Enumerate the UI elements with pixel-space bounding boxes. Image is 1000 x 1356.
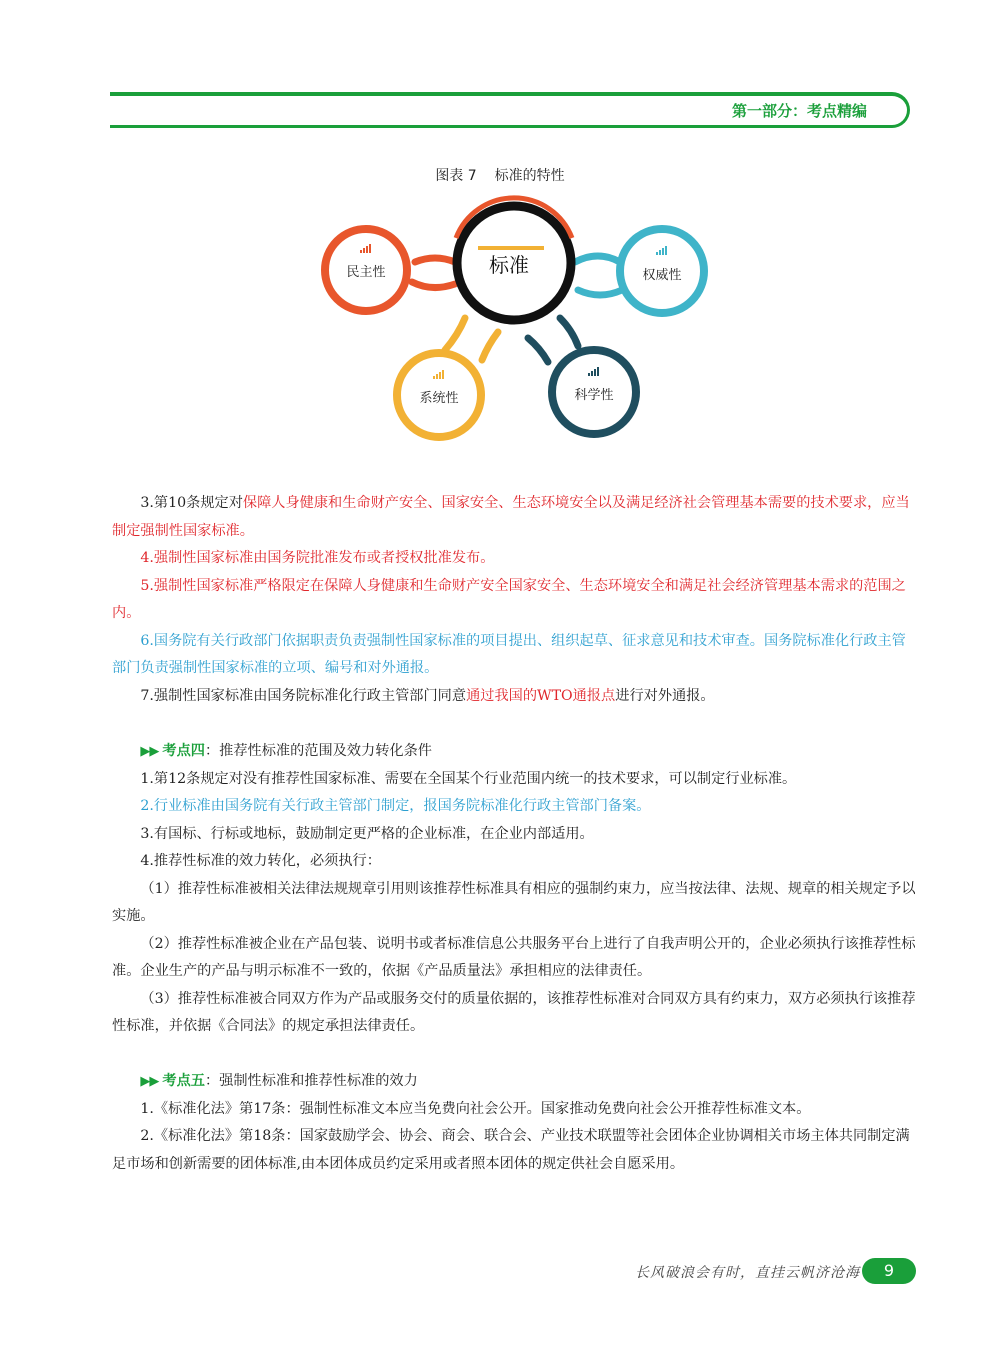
text-segment: 7.强制性国家标准由国务院标准化行政主管部门同意: [140, 687, 467, 704]
connector-democratic-top: [415, 258, 455, 262]
center-label: 标准: [489, 253, 529, 277]
section-heading: [112, 1068, 918, 1096]
highlighted-text: 通过我国的WTO通报点: [466, 687, 616, 704]
center-accent-bar: [478, 246, 544, 250]
text-segment: 1.《标准化法》第17条：强制性标准文本应当免费向社会公开。国家推动免费向社会公开推荐性标准文本。: [140, 1100, 811, 1117]
section-heading: [112, 738, 918, 766]
figure-title: 标准的特性: [494, 168, 565, 184]
paragraph: [112, 683, 918, 711]
connector-authority-top: [575, 256, 620, 262]
paragraph: [112, 876, 918, 931]
connector-democratic-bottom: [412, 282, 455, 288]
paragraph: [112, 931, 918, 986]
text-segment: 1.第12条规定对没有推荐性国家标准、需要在全国某个行业范围内统一的技术要求，可以制定行业标准。: [140, 770, 797, 787]
paragraph: [112, 573, 918, 628]
page-number: 9: [862, 1258, 916, 1284]
text-segment: 4.推荐性标准的效力转化，必须执行：: [140, 853, 381, 869]
paragraph: [112, 545, 918, 573]
header-title: 第一部分：考点精编: [731, 102, 867, 120]
article-body-top: [112, 490, 918, 710]
node-system: [397, 353, 481, 437]
standards-characteristics-diagram: [0, 0, 1000, 470]
highlighted-text: 保障人身健康和生命财产安全、国家安全、生态环境安全以及满足经济社会管理基本需要的技术要求，应当制定强制性国家标准。: [112, 495, 910, 539]
paragraph: [112, 821, 918, 849]
text-segment: （2）推荐性标准被企业在产品包装、说明书或者标准信息公共服务平台上进行了自我声明公开的，企业必须执行该推荐性标准。企业生产的产品与明示标准不一致的，依据《产品质量法》承担相应的法律责任。: [112, 935, 916, 979]
paragraph: [112, 793, 918, 821]
highlighted-text: 2.行业标准由国务院有关行政主管部门制定，报国务院标准化行政主管部门备案。: [140, 798, 651, 814]
highlighted-text: 4.强制性国家标准由国务院批准发布或者授权批准发布。: [140, 550, 495, 566]
section-title: ：推荐性标准的范围及效力转化条件: [204, 743, 432, 759]
section-title: ：强制性标准和推荐性标准的效力: [204, 1073, 418, 1089]
node-system-label: 系统性: [419, 391, 459, 406]
connector-system-left: [445, 318, 465, 350]
text-segment: （3）推荐性标准被合同双方作为产品或服务交付的质量依据的，该推荐性标准对合同双方具有约束力，双方必须执行该推荐性标准，并依据《合同法》的规定承担法律责任。: [112, 990, 916, 1034]
paragraph-list: [112, 1096, 918, 1179]
footer-slogan: 长风破浪会有时，直挂云帆济沧海: [635, 1265, 860, 1281]
paragraph-list: [112, 766, 918, 1041]
section-5: [112, 1068, 918, 1178]
text-segment: 2.《标准化法》第18条：国家鼓励学会、协会、商会、联合会、产业技术联盟等社会团体企业协调相关市场主体共同制定满足市场和创新需要的团体标准,由本团体成员约定采用或者照本团体的规定供社会自愿采用。: [112, 1128, 910, 1172]
text-segment: 3.第10条规定对: [140, 495, 243, 511]
section-marker-icon: ▶▶: [140, 744, 159, 759]
connector-authority-bottom: [578, 290, 622, 295]
node-democratic: [325, 229, 407, 311]
section-4: [112, 738, 918, 1041]
paragraph: [112, 766, 918, 794]
node-authority-label: 权威性: [642, 268, 682, 283]
figure-label: 图表 7: [435, 168, 477, 184]
paragraph: [112, 490, 918, 545]
connector-science-right: [560, 318, 578, 346]
node-science-label: 科学性: [574, 388, 614, 403]
paragraph: [112, 628, 918, 683]
paragraph: [112, 1123, 918, 1178]
highlighted-text: 6.国务院有关行政部门依据职责负责强制性国家标准的项目提出、组织起草、征求意见和技术审查。国务院标准化行政主管部门负责强制性国家标准的立项、编号和对外通报。: [112, 632, 906, 676]
node-democratic-label: 民主性: [346, 265, 386, 280]
text-segment: 3.有国标、行标或地标，鼓励制定更严格的企业标准，在企业内部适用。: [140, 825, 594, 842]
center-node: [456, 198, 572, 320]
connector-science-left: [528, 338, 548, 362]
text-segment: 进行对外通报。: [615, 687, 715, 704]
paragraph: [112, 848, 918, 876]
section-label: 考点四: [162, 743, 205, 759]
paragraph: [112, 1096, 918, 1124]
section-label: 考点五: [162, 1073, 205, 1089]
text-segment: （1）推荐性标准被相关法律法规规章引用则该推荐性标准具有相应的强制约束力，应当按法律、法规、规章的相关规定予以实施。: [112, 880, 916, 924]
paragraph: [112, 986, 918, 1041]
node-authority: [620, 229, 704, 313]
section-marker-icon: ▶▶: [140, 1074, 159, 1089]
highlighted-text: 5.强制性国家标准严格限定在保障人身健康和生命财产安全国家安全、生态环境安全和满足社会经济管理基本需求的范围之内。: [112, 577, 906, 621]
paragraph-list: [112, 490, 918, 710]
node-science: [552, 350, 636, 434]
connector-system-right: [482, 332, 498, 360]
